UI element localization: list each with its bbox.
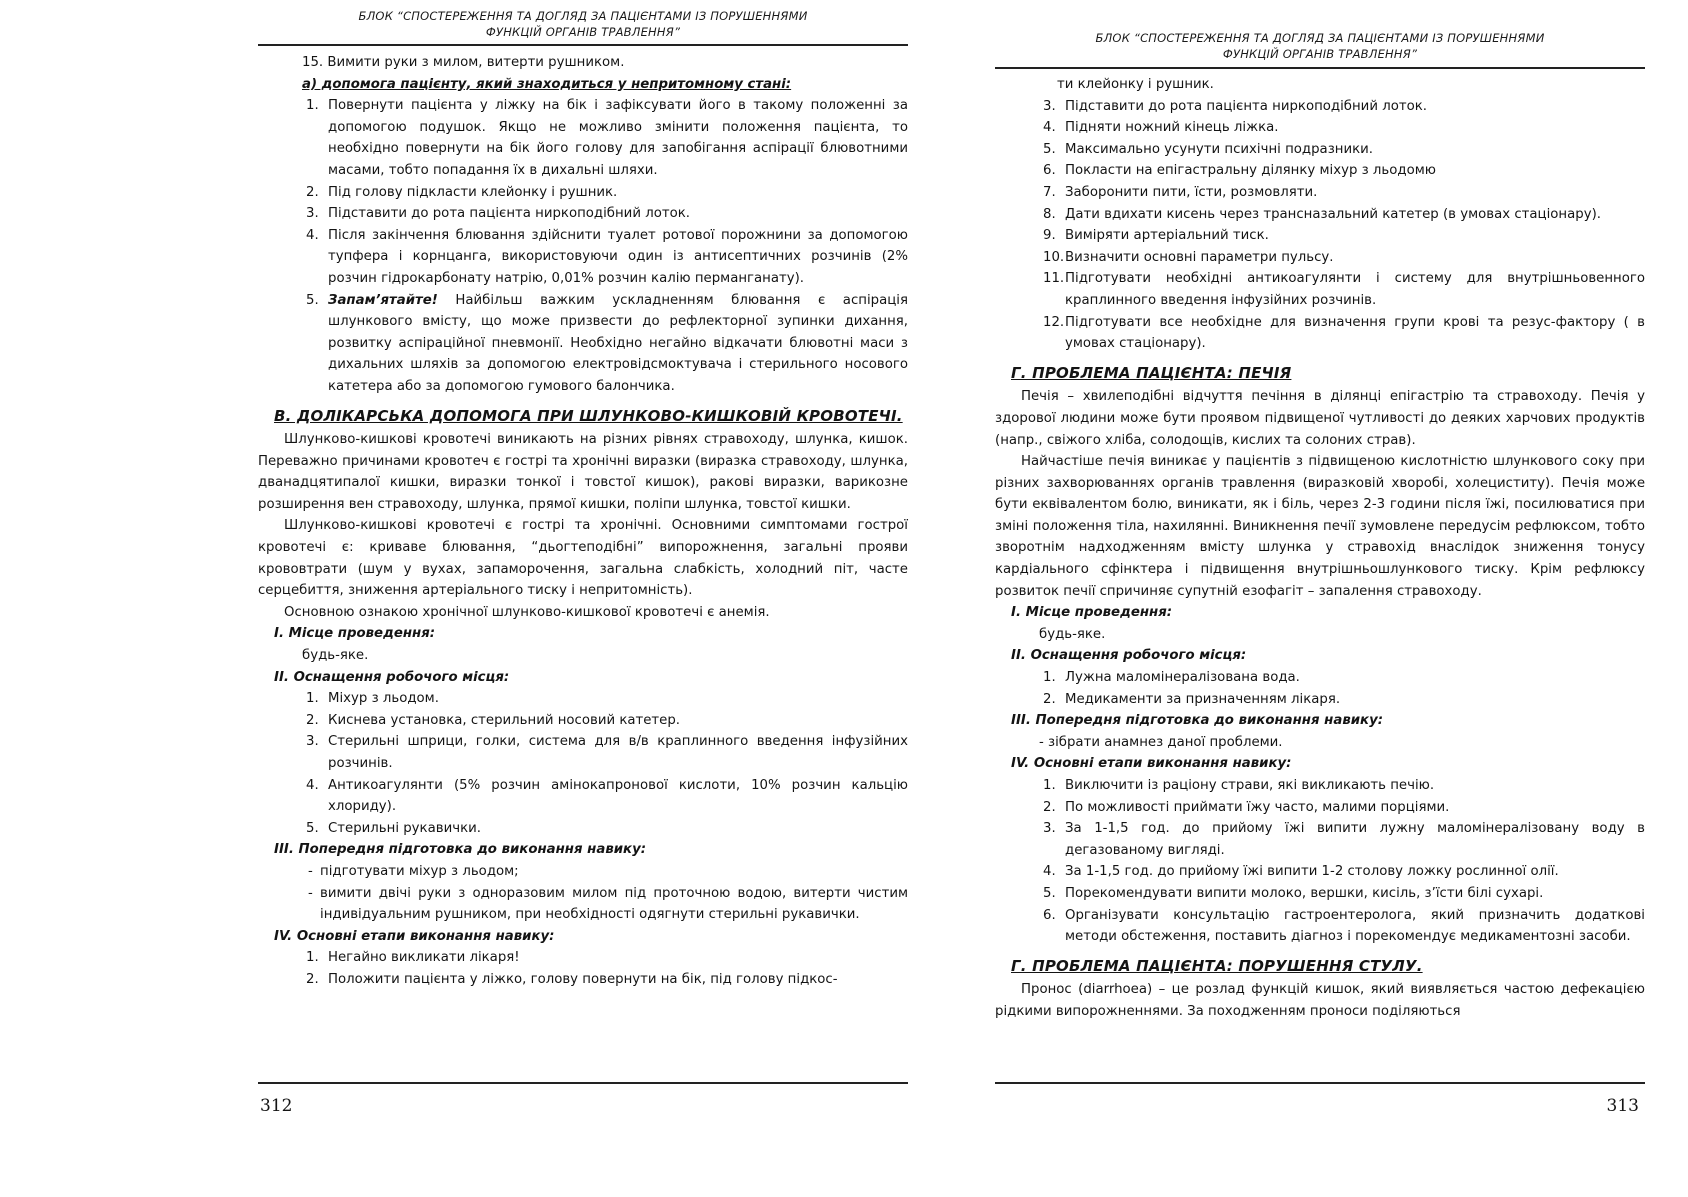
list-item: 2. Киснева установка, стерильний носовий катетер. (306, 712, 681, 728)
list-item: 3. Підставити до рота пацієнта ниркоподібний лоток. (306, 206, 690, 222)
list-item: 5. Порекомендувати випити молоко, вершки, кисіль, з’їсти білі сухарі. (1043, 885, 1544, 901)
subheading-preparation: ІІІ. Попередня підготовка до виконання навику: (274, 842, 647, 858)
list-item: 10. Визначити основні параметри пульсу. (1043, 249, 1334, 265)
equipment-list (258, 688, 908, 839)
section-a-list (258, 95, 908, 289)
paragraph: Основною ознакою хронічної шлунково-кишкової кровотечі є анемія. (284, 604, 770, 620)
section-g1-title: Г. ПРОБЛЕМА ПАЦІЄНТА: ПЕЧІЯ (1011, 363, 1292, 382)
list-item: 6. Організувати консультацію гастроентеролога, який призначить додаткові методи обстеження, поставить діагноз і порекомендує медикаментозні засоби. (1043, 907, 1645, 945)
section-a-title: а) допомога пацієнту, який знаходиться у непритомному стані: (302, 76, 792, 92)
list-item: 9. Виміряти артеріальний тиск. (1043, 228, 1269, 244)
running-header (258, 8, 908, 40)
list-item: 4. Антикоагулянти (5% розчин амінокапронової кислоти, 10% розчин кальцію хлориду). (306, 777, 908, 815)
preparation-text: - зібрати анамнез даної проблеми. (1039, 734, 1283, 750)
list-item: 3. За 1-1,5 год. до прийому їжі випити лужну маломінералізовану воду в дегазованому вигляді. (1043, 821, 1645, 858)
page-number: 312 (260, 1096, 293, 1116)
paragraph: Шлунково-кишкові кровотечі є гострі та хронічні. Основними симптомами гострої кровотечі є: криваве блювання, “дьогтеподібні” випорожнення, загальні прояви крововтрати (шум у вухах, запаморочення, загальна слабкість, холодний піт, часте серцебиття, зниження артеріального тиску і непритомність). (258, 518, 908, 599)
section-g2-title: Г. ПРОБЛЕМА ПАЦІЄНТА: ПОРУШЕННЯ СТУЛУ. (1011, 956, 1423, 975)
list-item: 4. Підняти ножний кінець ліжка. (1043, 120, 1279, 136)
list-item: 2. Під голову підкласти клейонку і рушник. (306, 184, 618, 200)
equipment-list (995, 667, 1645, 710)
subheading-main-steps: IV. Основні етапи виконання навику: (274, 928, 555, 944)
remember-note: Запам’ятайте! (328, 292, 438, 308)
header-rule (258, 44, 908, 46)
list-item: 1. Лужна маломінералізована вода. (1043, 670, 1300, 686)
subheading-place: І. Місце проведення: (274, 626, 436, 642)
subheading-main-steps: IV. Основні етапи виконання навику: (1011, 756, 1292, 772)
section-b-title: В. ДОЛІКАРСЬКА ДОПОМОГА ПРИ ШЛУНКОВО-КИШКОВІЙ КРОВОТЕЧІ. (274, 406, 903, 425)
subheading-equipment: ІІ. Оснащення робочого місця: (1011, 648, 1247, 664)
place-text: будь-яке. (302, 648, 369, 664)
left-page (258, 0, 908, 1197)
footer-rule (995, 1082, 1645, 1084)
list-item: 12. Підготувати все необхідне для визначення групи крові та резус-фактору ( в умовах стаціонару). (1043, 314, 1645, 352)
list-item: 4. За 1-1,5 год. до прийому їжі випити 1-2 столову ложку рослинної олії. (1043, 864, 1559, 880)
header-line-2: ФУНКЦІЙ ОРГАНІВ ТРАВЛЕННЯ” (485, 25, 681, 39)
subheading-equipment: ІІ. Оснащення робочого місця: (274, 669, 510, 685)
list-item: 11. Підготувати необхідні антикоагулянти і систему для внутрішньовенного краплинного введення інфузійних розчинів. (1043, 271, 1645, 308)
paragraph: Пронос (diarrhoea) – це розлад функцій кишок, який виявляється частою дефекацією рідкими випорожненнями. За походженням проноси поділяються (995, 982, 1645, 1019)
list-item: 5. Максимально усунути психічні подразники. (1043, 141, 1373, 157)
page-body (258, 52, 908, 991)
list-item: 1. Негайно викликати лікаря! (306, 950, 520, 966)
continuation-text: ти клейонку і рушник. (1057, 77, 1214, 92)
paragraph: Печія – хвилеподібні відчуття печіння в ділянці епігастрію та стравоходу. Печія у здорової людини може бути проявом підвищеної чутливості до деяких харчових продуктів (напр., свіжого хліба, солодощів, кислих та солоних страв). (995, 389, 1645, 448)
list-item: 1. Повернути пацієнта у ліжку на бік і зафіксувати його в такому положенні за допомогою подушок. Якщо не можливо змінити положення пацієнта, то необхідно повернути на бік його голову для запобігання аспірації блювотними масами, тобто попадання їх в дихальні шляхи. (306, 98, 908, 178)
list-item: - вимити двічі руки з одноразовим милом під проточною водою, витерти чистим індивідуальним рушником, при необхідності одягнути стерильні рукавички. (308, 885, 908, 923)
header-line-1: БЛОК “СПОСТЕРЕЖЕННЯ ТА ДОГЛЯД ЗА ПАЦІЄНТАМИ ІЗ ПОРУШЕННЯМИ (1095, 31, 1545, 45)
paragraph: Найчастіше печія виникає у пацієнтів з підвищеною кислотністю шлункового соку при різних захворюваннях органів травлення (виразковій хворобі, холециститу). Печія може бути еквівалентом болю, виникати, як і біль, через 2-3 години після їжі, посилюватися при зміні положення тіла, нахилянні. Виникнення печії зумовлене передусім рефлюксом, тобто зворотнім надходженням вмісту шлунка у стравохід внаслідок зниження тонусу кардіального сфінктера і підвищення внутрішньошлункового тиску. Крім рефлюксу розвиток печії спричиняє супутній езофагіт – запалення стравоходу. (995, 454, 1645, 599)
list-item: 4. Після закінчення блювання здійснити туалет ротової порожнини за допомогою тупфера і корнцанга, використовуючи один із антисептичних розчинів (2% розчин гідрокарбонату натрію, 0,01% розчин калію перманганату). (306, 227, 908, 286)
right-page (995, 0, 1645, 1197)
list-item: 5. Стерильні рукавички. (306, 820, 481, 836)
subheading-place: І. Місце проведення: (1011, 605, 1173, 621)
main-steps-list (995, 775, 1645, 948)
place-text: будь-яке. (1039, 626, 1106, 642)
steps-list (995, 96, 1645, 355)
list-item: 1. Міхур з льодом. (306, 691, 439, 707)
list-item: 1. Виключити із раціону страви, які викликають печію. (1043, 778, 1435, 793)
header-rule (995, 67, 1645, 69)
footer-rule (258, 1082, 908, 1084)
list-item: 15. Вимити руки з милом, витерти рушником. (302, 55, 625, 70)
list-item: 6. Покласти на епігастральну ділянку міхур з льодомю (1043, 163, 1436, 179)
list-item: 5. Запам’ятайте! Найбільш важким ускладненням блювання є аспірація шлункового вмісту, що може призвести до рефлекторної зупинки дихання, розвитку аспіраційної пневмонії. Необхідно негайно відкачати блювотні маси з дихальних шляхів за допомогою електровідсмоктувача і стерильного носового катетера або за допомогою гумового балончика. (306, 292, 908, 394)
list-item: 2. Медикаменти за призначенням лікаря. (1043, 691, 1341, 707)
list-item: 8. Дати вдихати кисень через трансназальний катетер (в умовах стаціонару). (1043, 206, 1601, 222)
header-line-2: ФУНКЦІЙ ОРГАНІВ ТРАВЛЕННЯ” (1222, 47, 1418, 61)
paragraph: Шлунково-кишкові кровотечі виникають на різних рівнях стравоходу, шлунка, кишок. Переважно причинами кровотеч є гострі та хронічні виразки (виразка стравоходу, шлунка, дванадцятипалої кишки, виразки тонкої і товстої кишок), ракові виразки, варикозне розширення вен стравоходу, шлунка, прямої кишки, поліпи шлунка, товстої кишки. (258, 432, 908, 512)
header-line-1: БЛОК “СПОСТЕРЕЖЕННЯ ТА ДОГЛЯД ЗА ПАЦІЄНТАМИ ІЗ ПОРУШЕННЯМИ (358, 9, 808, 23)
list-item: - підготувати міхур з льодом; (308, 863, 519, 879)
list-item: 7. Заборонити пити, їсти, розмовляти. (1043, 184, 1318, 200)
list-item: 3. Стерильні шприци, голки, система для в/в краплинного введення інфузійних розчинів. (306, 734, 908, 771)
main-steps-list (258, 947, 908, 990)
page-number: 313 (1606, 1096, 1639, 1116)
list-item: 2. Положити пацієнта у ліжко, голову повернути на бік, під голову підкос- (306, 971, 838, 987)
list-item: 2. По можливості приймати їжу часто, малими порціями. (1043, 799, 1450, 815)
running-header (995, 30, 1645, 62)
preparation-list (258, 861, 908, 926)
page-body (995, 74, 1645, 1023)
list-item: 3. Підставити до рота пацієнта ниркоподібний лоток. (1043, 98, 1427, 114)
subheading-preparation: ІІІ. Попередня підготовка до виконання навику: (1011, 713, 1384, 729)
